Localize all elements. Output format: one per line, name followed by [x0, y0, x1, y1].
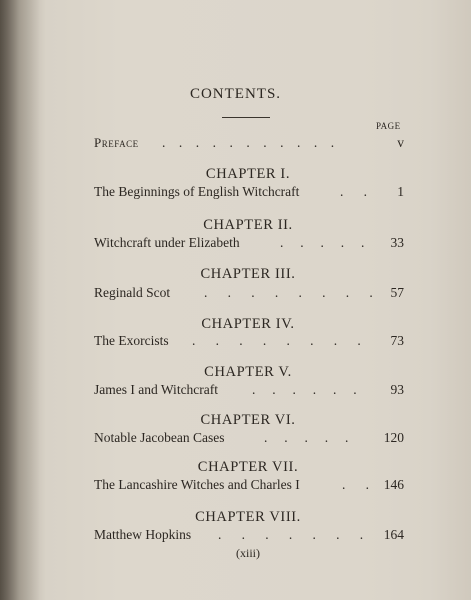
leader-dots: . . — [342, 477, 369, 492]
leader-dots: . . . . . — [280, 235, 365, 250]
leader-dots: . . . . . . . . — [192, 333, 361, 348]
toc-entry-chapter-4[interactable] — [94, 333, 404, 351]
toc-entry-page: 57 — [390, 285, 404, 300]
leader-dots: . . . . . . — [252, 382, 357, 397]
chapter-label: CHAPTER IV. — [201, 316, 295, 332]
toc-entry-title: Witchcraft under Elizabeth — [94, 235, 240, 250]
toc-entry-chapter-6[interactable] — [94, 430, 404, 448]
toc-entry-title: Notable Jacobean Cases — [94, 430, 225, 445]
chapter-label: CHAPTER III. — [200, 266, 296, 282]
leader-dots: . . . . . . . . — [204, 285, 373, 300]
toc-entry-title: Matthew Hopkins — [94, 527, 192, 542]
chapter-label: CHAPTER V. — [204, 364, 292, 380]
toc-entry-title: The Beginnings of English Witchcraft — [94, 184, 300, 199]
leader-dots: . . . . . . . — [218, 527, 364, 542]
chapter-label: CHAPTER II. — [203, 217, 293, 233]
toc-entry-chapter-5[interactable] — [94, 382, 404, 400]
contents-heading: CONTENTS. — [189, 86, 282, 102]
toc-entry-title: James I and Witchcraft — [94, 382, 219, 397]
page-column-label: PAGE — [376, 121, 401, 131]
toc-entry-title: The Exorcists — [94, 333, 169, 348]
toc-entry-chapter-8[interactable] — [94, 527, 404, 545]
toc-entry-title: Preface — [94, 135, 139, 150]
toc-entry-chapter-2[interactable] — [94, 235, 404, 253]
toc-entry-page: 93 — [390, 382, 404, 397]
leader-dots: . . — [340, 184, 367, 199]
chapter-label: CHAPTER VIII. — [195, 509, 301, 525]
show-through-text — [240, 40, 243, 56]
chapter-label: CHAPTER I. — [205, 166, 291, 182]
toc-entry-chapter-3[interactable] — [94, 285, 404, 303]
toc-entry-title: Reginald Scot — [94, 285, 171, 300]
toc-entry-page: 146 — [383, 477, 404, 492]
heading-rule — [222, 117, 270, 118]
page-folio: (xiii) — [236, 546, 260, 560]
toc-entry-page: 1 — [397, 184, 404, 199]
chapter-label: CHAPTER VI. — [200, 412, 296, 428]
toc-entry-page: 33 — [390, 235, 404, 250]
leader-dots: . . . . . . . . . . . — [162, 135, 335, 150]
toc-entry-chapter-1[interactable] — [94, 184, 404, 202]
toc-entry-page: 73 — [390, 333, 404, 348]
toc-entry-page: v — [397, 135, 404, 150]
toc-entry-page: 120 — [383, 430, 404, 445]
chapter-label: CHAPTER VII. — [197, 459, 299, 475]
toc-entry-title: The Lancashire Witches and Charles I — [94, 477, 300, 492]
toc-entry-preface[interactable] — [94, 135, 404, 153]
leader-dots: . . . . . — [264, 430, 349, 445]
toc-entry-chapter-7[interactable] — [94, 477, 404, 495]
toc-entry-page: 164 — [383, 527, 404, 542]
